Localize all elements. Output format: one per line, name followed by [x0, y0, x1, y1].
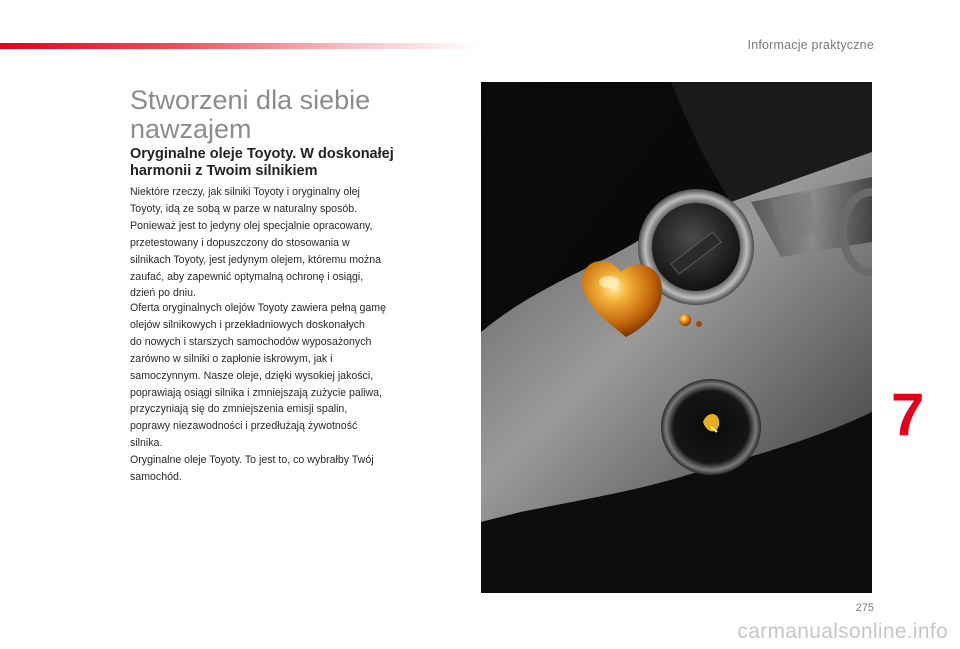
page-number: 275 [855, 602, 874, 614]
engine-illustration [481, 82, 872, 593]
offer-paragraph: Oferta oryginalnych olejów Toyoty zawiera pełną gamę olejów silnikowych i przekładniowych doskonałych do nowych i starszych samochodów wyposażonych zarówno w silniki o zapłonie iskrowym, jak i samoczynnym. Nasze oleje, dzięki wysokiej jakości, poprawiają osiągi silnika i zmniejszają zużycie paliwa, przyczyniają się do zmniejszenia emisji spalin, poprawy niezawodności i przedłużają żywotność silnika. Oryginalne oleje Toyoty. To jest to, co wybrałby Twój samochód. [130, 302, 386, 484]
engine-oil-photo [481, 82, 872, 593]
subtitle-line-1: Oryginalne oleje Toyoty. W doskonałej [130, 146, 394, 162]
title-line-1: Stworzeni dla siebie [130, 85, 371, 115]
chapter-number: 7 [891, 381, 925, 448]
intro-paragraph: Niektóre rzeczy, jak silniki Toyoty i oryginalny olej Toyoty, idą ze sobą w parze w naturalny sposób. Ponieważ jest to jedyny olej specjalnie opracowany, przetestowany i dopuszczony do stosowania w silnikach Toyoty, jest jedynym olejem, któremu można zaufać, aby zapewnić optymalną ochronę i osiągi, dzień po dniu. [130, 186, 382, 300]
page-title [130, 86, 460, 144]
title-line-2: nawzajem [130, 114, 252, 144]
watermark: carmanualsonline.info [737, 620, 948, 643]
header-accent-bar [0, 43, 480, 49]
subtitle-line-2: harmonii z Twoim silnikiem [130, 163, 318, 179]
page-subtitle [130, 146, 450, 180]
section-title: Informacje praktyczne [747, 38, 874, 52]
